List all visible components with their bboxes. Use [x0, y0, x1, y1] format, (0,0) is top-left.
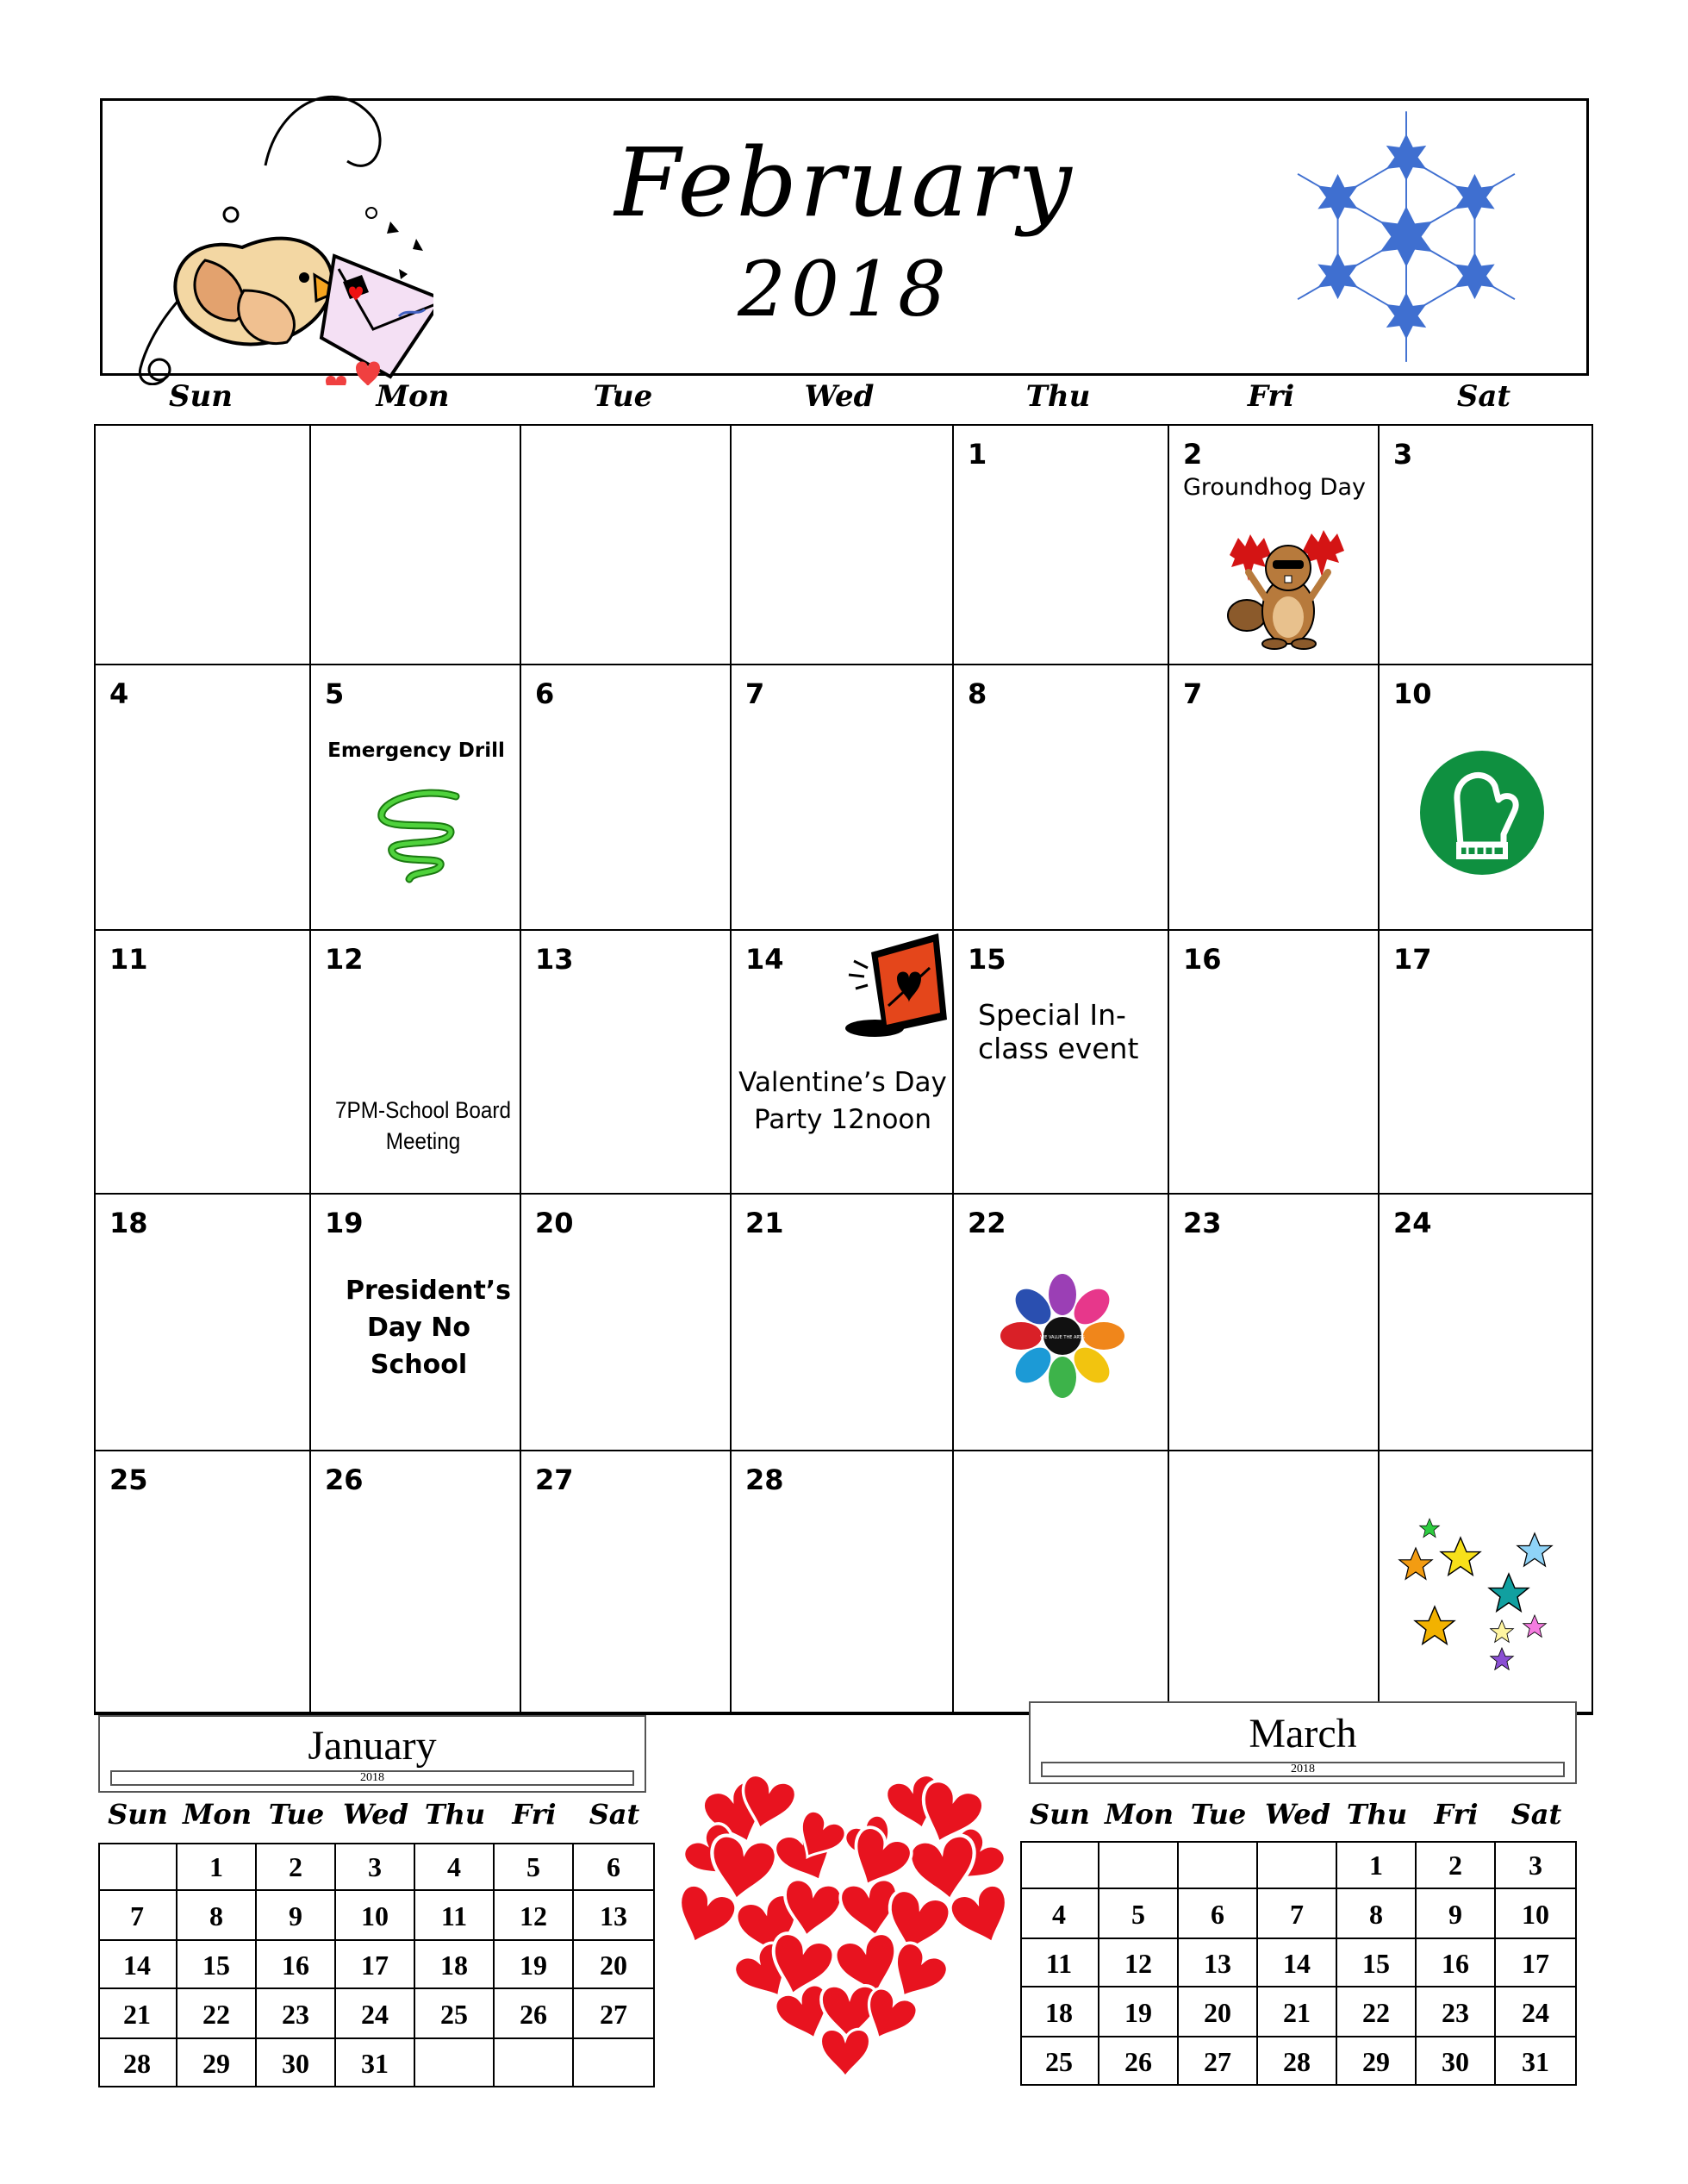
day-cell[interactable] — [96, 665, 311, 931]
mini-day-cell[interactable]: 20 — [574, 1941, 655, 1989]
mini-day-cell[interactable]: 19 — [1099, 1987, 1179, 2037]
march-title: March — [1249, 1711, 1357, 1757]
day-cell[interactable] — [1169, 931, 1380, 1195]
mini-day-cell[interactable]: 8 — [1337, 1889, 1417, 1939]
mini-day-cell[interactable]: 16 — [257, 1941, 336, 1989]
mini-day-cell[interactable]: 2 — [1417, 1841, 1496, 1889]
march-grid — [1020, 1841, 1577, 2086]
day-number: 28 — [745, 1463, 784, 1496]
mar-weekday: Thu — [1346, 1798, 1408, 1831]
mar-weekday: Wed — [1264, 1798, 1331, 1831]
january-title: January — [308, 1723, 437, 1769]
day-cell[interactable] — [1380, 931, 1593, 1195]
day-cell[interactable] — [521, 1195, 732, 1451]
mini-day-cell[interactable]: 8 — [178, 1891, 257, 1941]
day-number: 12 — [325, 943, 364, 976]
day-number: 17 — [1393, 943, 1432, 976]
mini-day-cell[interactable]: 7 — [1258, 1889, 1337, 1939]
day-cell[interactable] — [954, 1451, 1169, 1713]
event-special-in-class: Special In-class event — [978, 998, 1139, 1065]
day-cell[interactable] — [1380, 665, 1593, 931]
mini-day-cell[interactable]: 9 — [257, 1891, 336, 1941]
mini-day-cell[interactable]: 1 — [178, 1843, 257, 1891]
mini-day-cell[interactable]: 21 — [98, 1989, 178, 2039]
month-title: February — [614, 128, 1074, 238]
day-cell[interactable] — [954, 1195, 1169, 1451]
mini-day-cell[interactable]: 11 — [415, 1891, 495, 1941]
event-valentines-party: Valentine’s Day Party 12noon — [738, 1067, 947, 1135]
jan-weekday: Sat — [589, 1798, 640, 1831]
month-grid — [94, 424, 1593, 1715]
mini-day-cell[interactable]: 13 — [1179, 1939, 1258, 1987]
day-number: 25 — [109, 1463, 148, 1496]
weekday-sun: Sun — [169, 379, 233, 414]
day-number: 14 — [745, 943, 784, 976]
mini-day-cell[interactable]: 13 — [574, 1891, 655, 1941]
mini-day-cell[interactable]: 31 — [1496, 2037, 1577, 2086]
weekday-tue: Tue — [593, 379, 653, 414]
mini-day-cell[interactable] — [1099, 1841, 1179, 1889]
weekday-header-row — [94, 379, 1593, 421]
march-title-box — [1029, 1701, 1577, 1784]
day-cell[interactable] — [732, 931, 954, 1195]
mini-day-cell[interactable]: 11 — [1020, 1939, 1099, 1987]
day-cell[interactable] — [1380, 426, 1593, 665]
day-number: 20 — [535, 1207, 574, 1239]
mini-day-cell[interactable]: 12 — [1099, 1939, 1179, 1987]
arts-badge-text: WE VALUE THE ARTS — [1040, 1335, 1085, 1340]
day-cell[interactable] — [1380, 1195, 1593, 1451]
weekday-wed: Wed — [804, 379, 875, 414]
mini-day-cell[interactable]: 1 — [1337, 1841, 1417, 1889]
mini-day-cell[interactable]: 4 — [1020, 1889, 1099, 1939]
day-cell[interactable] — [1380, 1451, 1593, 1713]
mar-weekday: Tue — [1190, 1798, 1247, 1831]
mini-day-cell[interactable]: 29 — [1337, 2037, 1417, 2086]
day-number: 16 — [1183, 943, 1222, 976]
mini-day-cell[interactable]: 6 — [1179, 1889, 1258, 1939]
mini-day-cell[interactable]: 28 — [98, 2039, 178, 2087]
mini-day-cell[interactable]: 18 — [1020, 1987, 1099, 2037]
weekday-sat: Sat — [1456, 379, 1511, 414]
mini-day-cell[interactable] — [495, 2039, 574, 2087]
day-cell[interactable] — [311, 426, 521, 665]
day-cell[interactable] — [521, 665, 732, 931]
mini-day-cell[interactable]: 27 — [1179, 2037, 1258, 2086]
mini-day-cell[interactable]: 24 — [336, 1989, 415, 2039]
day-number: 13 — [535, 943, 574, 976]
mini-day-cell[interactable]: 25 — [415, 1989, 495, 2039]
day-number: 23 — [1183, 1207, 1222, 1239]
jan-weekday: Thu — [424, 1798, 486, 1831]
day-cell[interactable] — [96, 1195, 311, 1451]
event-emergency-drill: Emergency Drill — [327, 739, 505, 762]
day-cell[interactable] — [96, 1451, 311, 1713]
day-cell[interactable] — [732, 1451, 954, 1713]
day-cell[interactable] — [732, 665, 954, 931]
mini-day-cell[interactable]: 14 — [1258, 1939, 1337, 1987]
mini-day-cell[interactable]: 19 — [495, 1941, 574, 1989]
day-number: 10 — [1393, 677, 1432, 710]
jan-weekday: Wed — [342, 1798, 409, 1831]
beaver-icon — [1221, 521, 1350, 650]
mini-day-cell[interactable] — [574, 2039, 655, 2087]
mini-day-cell[interactable]: 16 — [1417, 1939, 1496, 1987]
hands-arts-icon — [993, 1267, 1131, 1405]
mini-day-cell[interactable]: 25 — [1020, 2037, 1099, 2086]
day-number: 1 — [968, 438, 987, 471]
day-cell[interactable] — [732, 1195, 954, 1451]
day-number: 19 — [325, 1207, 364, 1239]
jan-weekday: Fri — [512, 1798, 557, 1831]
day-cell[interactable] — [954, 426, 1169, 665]
mini-day-cell[interactable]: 3 — [336, 1843, 415, 1891]
mini-day-cell[interactable]: 12 — [495, 1891, 574, 1941]
mini-day-cell[interactable]: 24 — [1496, 1987, 1577, 2037]
january-year: 2018 — [110, 1770, 634, 1786]
event-school-board-meeting: 7PM-School Board Meeting — [335, 1097, 511, 1154]
mini-day-cell[interactable]: 30 — [1417, 2037, 1496, 2086]
mini-day-cell[interactable]: 14 — [98, 1941, 178, 1989]
mini-day-cell[interactable]: 30 — [257, 2039, 336, 2087]
day-number: 21 — [745, 1207, 784, 1239]
day-number: 15 — [968, 943, 1006, 976]
mar-weekday: Sun — [1030, 1798, 1090, 1831]
day-number: 2 — [1183, 438, 1203, 471]
calendar-header — [100, 98, 1589, 376]
bird-with-love-letter-icon — [115, 84, 433, 385]
mini-day-cell[interactable]: 10 — [336, 1891, 415, 1941]
year-title: 2018 — [738, 245, 951, 334]
mini-day-cell[interactable]: 22 — [1337, 1987, 1417, 2037]
mini-day-cell[interactable]: 29 — [178, 2039, 257, 2087]
day-number: 26 — [325, 1463, 364, 1496]
day-cell[interactable] — [96, 931, 311, 1195]
event-presidents-day: President’s Day No School — [346, 1276, 512, 1380]
mini-day-cell[interactable]: 5 — [495, 1843, 574, 1891]
day-cell[interactable] — [1169, 426, 1380, 665]
mini-day-cell[interactable] — [98, 1843, 178, 1891]
jan-weekday: Tue — [268, 1798, 325, 1831]
spiral-icon — [370, 784, 473, 888]
mar-weekday: Fri — [1434, 1798, 1479, 1831]
day-number: 3 — [1393, 438, 1413, 471]
mini-day-cell[interactable] — [1179, 1841, 1258, 1889]
stars-icon — [1397, 1515, 1560, 1670]
day-cell[interactable] — [954, 931, 1169, 1195]
day-number: 4 — [109, 677, 129, 710]
day-number: 5 — [325, 677, 345, 710]
mini-day-cell[interactable]: 31 — [336, 2039, 415, 2087]
day-cell[interactable] — [311, 931, 521, 1195]
mini-day-cell[interactable]: 15 — [1337, 1939, 1417, 1987]
january-weekday-row — [98, 1798, 655, 1836]
mar-weekday: Mon — [1104, 1798, 1174, 1831]
mini-day-cell[interactable]: 15 — [178, 1941, 257, 1989]
day-cell[interactable] — [521, 931, 732, 1195]
mini-day-cell[interactable]: 10 — [1496, 1889, 1577, 1939]
day-cell[interactable] — [311, 1195, 521, 1451]
weekday-thu: Thu — [1025, 379, 1091, 414]
day-number: 24 — [1393, 1207, 1432, 1239]
mini-day-cell[interactable]: 27 — [574, 1989, 655, 2039]
day-number: 27 — [535, 1463, 574, 1496]
mini-day-cell[interactable]: 5 — [1099, 1889, 1179, 1939]
valentine-card-icon — [837, 927, 950, 1043]
day-cell[interactable] — [1169, 1451, 1380, 1713]
day-number: 7 — [745, 677, 765, 710]
day-cell[interactable] — [1169, 1195, 1380, 1451]
mini-day-cell[interactable]: 26 — [1099, 2037, 1179, 2086]
mini-day-cell[interactable]: 7 — [98, 1891, 178, 1941]
jan-weekday: Mon — [182, 1798, 252, 1831]
weekday-mon: Mon — [376, 379, 450, 414]
mini-day-cell[interactable]: 9 — [1417, 1889, 1496, 1939]
day-cell[interactable] — [521, 426, 732, 665]
mini-day-cell[interactable]: 20 — [1179, 1987, 1258, 2037]
march-year: 2018 — [1041, 1762, 1565, 1777]
heart-of-hearts-icon — [677, 1757, 1013, 2084]
day-cell[interactable] — [954, 665, 1169, 931]
mini-day-cell[interactable] — [1020, 1841, 1099, 1889]
day-number: 7 — [1183, 677, 1203, 710]
mini-day-cell[interactable] — [1258, 1841, 1337, 1889]
mini-day-cell[interactable] — [415, 2039, 495, 2087]
mini-day-cell[interactable]: 22 — [178, 1989, 257, 2039]
day-cell[interactable] — [96, 426, 311, 665]
january-title-box — [98, 1715, 646, 1793]
day-number: 6 — [535, 677, 555, 710]
day-number: 18 — [109, 1207, 148, 1239]
mini-day-cell[interactable]: 17 — [1496, 1939, 1577, 1987]
day-number: 22 — [968, 1207, 1006, 1239]
mini-day-cell[interactable]: 23 — [1417, 1987, 1496, 2037]
event-groundhog-day: Groundhog Day — [1183, 474, 1366, 501]
jan-weekday: Sun — [108, 1798, 168, 1831]
day-cell[interactable] — [1169, 665, 1380, 931]
day-number: 8 — [968, 677, 987, 710]
mini-day-cell[interactable]: 21 — [1258, 1987, 1337, 2037]
mini-day-cell[interactable]: 17 — [336, 1941, 415, 1989]
mini-day-cell[interactable]: 2 — [257, 1843, 336, 1891]
mini-day-cell[interactable]: 26 — [495, 1989, 574, 2039]
mar-weekday: Sat — [1510, 1798, 1562, 1831]
january-grid — [98, 1843, 655, 2087]
day-cell[interactable] — [521, 1451, 732, 1713]
mini-day-cell[interactable]: 3 — [1496, 1841, 1577, 1889]
snowflake-icon — [1273, 97, 1540, 377]
day-number: 11 — [109, 943, 148, 976]
day-cell[interactable] — [732, 426, 954, 665]
mitten-icon — [1417, 748, 1547, 877]
day-cell[interactable] — [311, 1451, 521, 1713]
mini-day-cell[interactable]: 23 — [257, 1989, 336, 2039]
mini-day-cell[interactable]: 18 — [415, 1941, 495, 1989]
mini-day-cell[interactable]: 28 — [1258, 2037, 1337, 2086]
day-cell[interactable] — [311, 665, 521, 931]
mini-day-cell[interactable]: 6 — [574, 1843, 655, 1891]
weekday-fri: Fri — [1247, 379, 1295, 414]
mini-day-cell[interactable]: 4 — [415, 1843, 495, 1891]
march-weekday-row — [1020, 1798, 1577, 1836]
